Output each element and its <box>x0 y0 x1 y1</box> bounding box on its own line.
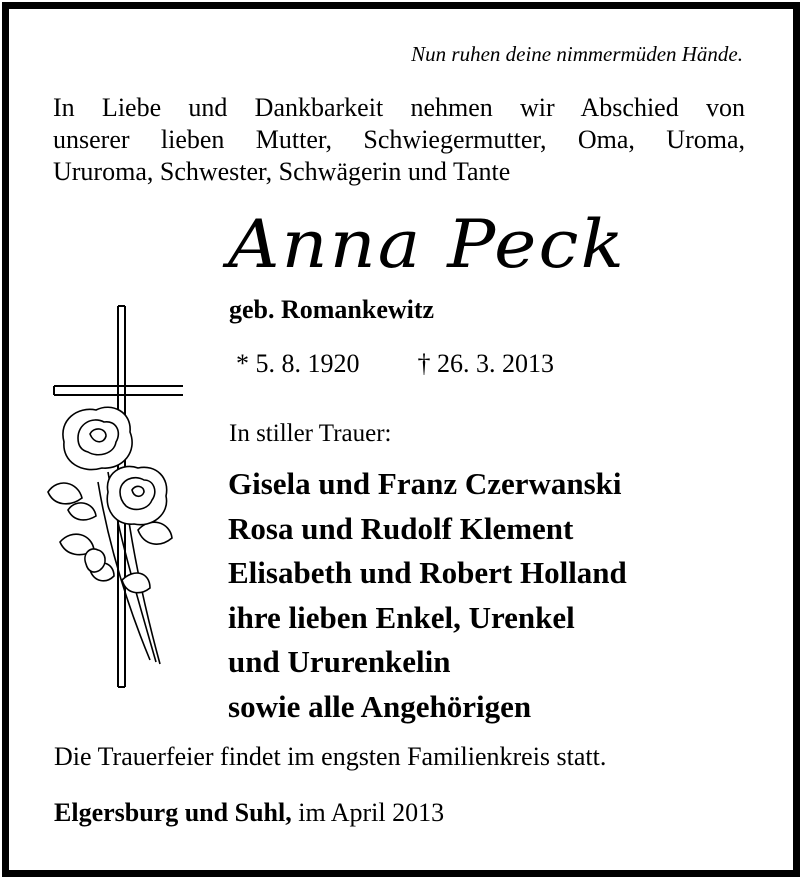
mourner-line: Rosa und Rudolf Klement <box>228 510 574 546</box>
intro-line: In Liebe und Dankbarkeit nehmen wir Abschied von <box>53 93 745 122</box>
mourner-line: Gisela und Franz Czerwanski <box>228 466 622 501</box>
date-line: im April 2013 <box>291 798 445 827</box>
mourner-line: sowie alle Angehörigen <box>228 688 532 724</box>
birth-date: * 5. 8. 1920 <box>236 349 360 378</box>
roses-icon <box>48 407 172 664</box>
maiden-name: geb. Romankewitz <box>229 295 435 324</box>
ceremony-note: Die Trauerfeier findet im engsten Familienkreis statt. <box>54 742 607 771</box>
place-date <box>54 798 444 828</box>
mourner-line: und Ururenkelin <box>228 644 451 680</box>
mourner-line: Elisabeth und Robert Holland <box>228 555 627 591</box>
deceased-name: Anna Peck <box>228 206 626 283</box>
place: Elgersburg und Suhl, <box>54 798 292 827</box>
motto: Nun ruhen deine nimmermüden Hände. <box>411 42 743 66</box>
mourners-list <box>228 462 627 730</box>
mourner-line: ihre lieben Enkel, Urenkel <box>228 599 575 635</box>
intro-line: unserer lieben Mutter, Schwiegermutter, Oma, Uroma, <box>53 125 745 154</box>
mourning-intro: In stiller Trauer: <box>229 420 392 447</box>
death-date: † 26. 3. 2013 <box>417 349 554 378</box>
intro-text <box>53 92 745 188</box>
cross-with-roses <box>38 302 183 692</box>
life-dates <box>236 349 554 379</box>
intro-line: Ururoma, Schwester, Schwägerin und Tante <box>53 157 511 186</box>
